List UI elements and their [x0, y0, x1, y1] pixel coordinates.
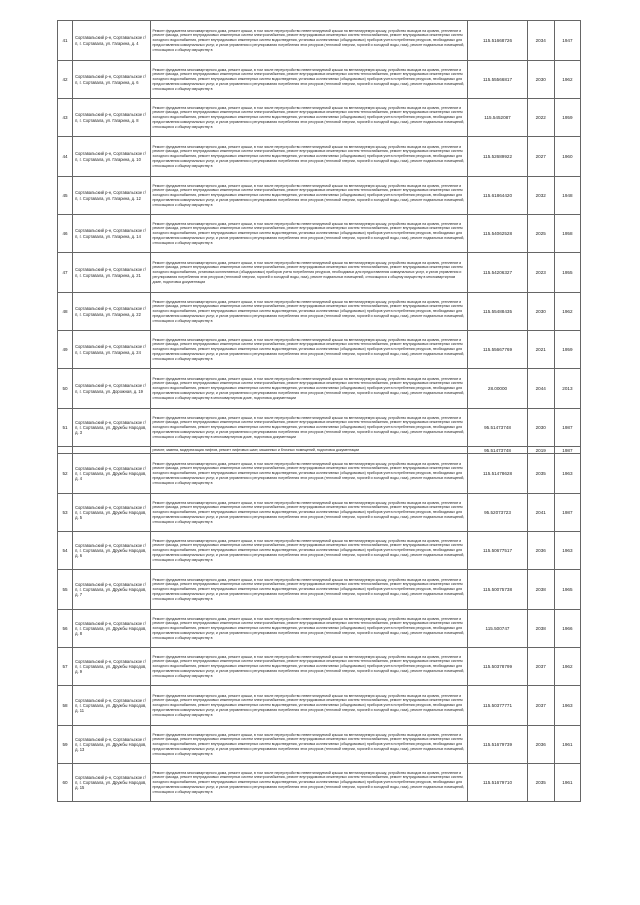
address-cell: Сортавальский р-н, Сортавальское г/п, г. Сортавала, ул. Дружбы Народов, д. 4: [73, 454, 150, 494]
cost-cell: 115.54062528: [468, 215, 527, 253]
build-year-cell: 1958: [554, 215, 580, 253]
table-row: [58, 369, 581, 409]
table-row: [58, 409, 581, 447]
build-year-cell: 1987: [554, 494, 580, 532]
planned-year-cell: 2021: [527, 331, 554, 369]
table-row: [58, 494, 581, 532]
address-cell: [73, 447, 150, 454]
address-cell: Сортавальский р-н, Сортавальское г/п, г. Сортавала, ул. Дружбы Народов, д. 9: [73, 648, 150, 686]
build-year-cell: 1962: [554, 293, 580, 331]
planned-year-cell: 2036: [527, 532, 554, 570]
address-cell: Сортавальский р-н, Сортавальское г/п, г. Сортавала, ул. Гагарина, д. 21: [73, 253, 150, 293]
row-number: 52: [58, 454, 73, 494]
row-number: 60: [58, 764, 73, 802]
planned-year-cell: 2038: [527, 610, 554, 648]
table-row: [58, 570, 581, 610]
build-year-cell: 1959: [554, 99, 580, 137]
row-number: 55: [58, 570, 73, 610]
table-row: [58, 177, 581, 215]
planned-year-cell: 2036: [527, 726, 554, 764]
row-number: [58, 447, 73, 454]
cost-cell: 115.51679710: [468, 764, 527, 802]
cost-cell: 115.500747: [468, 610, 527, 648]
build-year-cell: 1963: [554, 454, 580, 494]
work-description-cell: Ремонт фундамента многоквартирного дома, ремонт крыши, в том числе переустройство невентилируемой крыши на вентилируемую крышу, устройство выходов на кровлю, утепление и ремонт фасада, ремонт внутридомовых инженерных систем электроснабжения, ремонт внутридомовых инженерных систем теплоснабжения, ремонт внутридомовых инженерных систем холодного водоснабжения, ремонт внутридомовых инженерных систем водоотведения, установка коллективных (общедомовых) приборов учета потребления ресурсов, необходимых для предоставления коммунальных услуг, и узлов управления и регулирования потребления этих ресурсов (тепловой энергии, горячей и холодной воды, газа), ремонт подвальных помещений, относящихся к общему имуществу в: [150, 570, 468, 610]
cost-cell: 28.00000: [468, 369, 527, 409]
row-number: 50: [58, 369, 73, 409]
row-number: 59: [58, 726, 73, 764]
work-description-cell: Ремонт фундамента многоквартирного дома, ремонт крыши, в том числе переустройство невентилируемой крыши на вентилируемую крышу, устройство выходов на кровлю, утепление и ремонт фасада, ремонт внутридомовых инженерных систем электроснабжения, ремонт внутридомовых инженерных систем теплоснабжения, ремонт внутридомовых инженерных систем холодного водоснабжения, ремонт внутридомовых инженерных систем водоотведения, установка коллективных (общедомовых) приборов учета потребления ресурсов, необходимых для предоставления коммунальных услуг, и узлов управления и регулирования потребления этих ресурсов (тепловой энергии, горячей и холодной воды, газа), ремонт подвальных помещений, относящихся к общему имуществу в: [150, 293, 468, 331]
build-year-cell: 1962: [554, 61, 580, 99]
table-row: [58, 686, 581, 726]
work-description-cell: Ремонт фундамента многоквартирного дома, ремонт крыши, в том числе переустройство невентилируемой крыши на вентилируемую крышу, устройство выходов на кровлю, утепление и ремонт фасада, ремонт внутридомовых инженерных систем электроснабжения, ремонт внутридомовых инженерных систем теплоснабжения, ремонт внутридомовых инженерных систем холодного водоснабжения, ремонт внутридомовых инженерных систем водоотведения, установка коллективных (общедомовых) приборов учета потребления ресурсов, необходимых для предоставления коммунальных услуг, и узлов управления и регулирования потребления этих ресурсов (тепловой энергии, горячей и холодной воды, газа), ремонт подвальных помещений, относящихся к общему имуществу в: [150, 686, 468, 726]
table-body: [58, 21, 581, 802]
address-cell: Сортавальский р-н, Сортавальское г/п, г. Сортавала, ул. Гагарина, д. 6: [73, 61, 150, 99]
cost-cell: 115.50377771: [468, 686, 527, 726]
build-year-cell: 1961: [554, 726, 580, 764]
table-row: [58, 21, 581, 61]
document-page: [57, 20, 581, 802]
table-row: [58, 253, 581, 293]
table-row: [58, 610, 581, 648]
work-description-cell: Ремонт фундамента многоквартирного дома, ремонт крыши, в том числе переустройство невентилируемой крыши на вентилируемую крышу, устройство выходов на кровлю, утепление и ремонт фасада, ремонт внутридомовых инженерных систем электроснабжения, ремонт внутридомовых инженерных систем теплоснабжения, ремонт внутридомовых инженерных систем холодного водоснабжения, ремонт внутридомовых инженерных систем водоотведения, установка коллективных (общедомовых) приборов учета потребления ресурсов, необходимых для предоставления коммунальных услуг, и узлов управления и регулирования потребления этих ресурсов (тепловой энергии, горячей и холодной воды, газа), ремонт подвальных помещений, относящихся к общему имуществу в: [150, 177, 468, 215]
planned-year-cell: 2030: [527, 61, 554, 99]
row-number: 57: [58, 648, 73, 686]
build-year-cell: 1965: [554, 570, 580, 610]
cost-cell: 95.52073723: [468, 494, 527, 532]
cost-cell: 115.5452087: [468, 99, 527, 137]
row-number: 45: [58, 177, 73, 215]
planned-year-cell: 2025: [527, 215, 554, 253]
cost-cell: 115.54206327: [468, 253, 527, 293]
row-number: 53: [58, 494, 73, 532]
table-row: [58, 293, 581, 331]
cost-cell: 95.51473748: [468, 447, 527, 454]
address-cell: Сортавальский р-н, Сортавальское г/п, г. Сортавала, ул. Дружбы Народов, д. 11: [73, 686, 150, 726]
cost-cell: 115.50677517: [468, 532, 527, 570]
build-year-cell: 2013: [554, 369, 580, 409]
cost-cell: 115.50378799: [468, 648, 527, 686]
work-description-cell: Ремонт фундамента многоквартирного дома, ремонт крыши, в том числе переустройство невентилируемой крыши на вентилируемую крышу, устройство выходов на кровлю, утепление и ремонт фасада, ремонт внутридомовых инженерных систем электроснабжения, ремонт внутридомовых инженерных систем теплоснабжения, ремонт внутридомовых инженерных систем холодного водоснабжения, ремонт внутридомовых инженерных систем водоотведения, установка коллективных (общедомовых) приборов учета потребления ресурсов, необходимых для предоставления коммунальных услуг, и узлов управления и регулирования потребления этих ресурсов (тепловой энергии, горячей и холодной воды, газа), ремонт подвальных помещений, относящихся к общему имуществу в: [150, 331, 468, 369]
cost-cell: 115.51478628: [468, 454, 527, 494]
work-description-cell: ремонт, замена, модернизация лифтов, ремонт лифтовых шахт, машинных и блочных помещений, подготовка документации: [150, 447, 468, 454]
work-description-cell: Ремонт фундамента многоквартирного дома, ремонт крыши, в том числе переустройство невентилируемой крыши на вентилируемую крышу, устройство выходов на кровлю, утепление и ремонт фасада, ремонт внутридомовых инженерных систем электроснабжения, ремонт внутридомовых инженерных систем теплоснабжения, ремонт внутридомовых инженерных систем холодного водоснабжения, ремонт внутридомовых инженерных систем водоотведения, установка коллективных (общедомовых) приборов учета потребления ресурсов, необходимых для предоставления коммунальных услуг, и узлов управления и регулирования потребления этих ресурсов (тепловой энергии, горячей и холодной воды, газа), ремонт подвальных помещений, относящихся к общему имуществу в: [150, 494, 468, 532]
cost-cell: 115.50075738: [468, 570, 527, 610]
address-cell: Сортавальский р-н, Сортавальское г/п, г. Сортавала, ул. Дружбы Народов, д. 6: [73, 532, 150, 570]
planned-year-cell: 2037: [527, 648, 554, 686]
row-number: 47: [58, 253, 73, 293]
planned-year-cell: 2041: [527, 494, 554, 532]
build-year-cell: 1948: [554, 177, 580, 215]
address-cell: Сортавальский р-н, Сортавальское г/п, г. Сортавала, ул. Дружбы Народов, д. 13: [73, 726, 150, 764]
work-description-cell: Ремонт фундамента многоквартирного дома, ремонт крыши, в том числе переустройство невентилируемой крыши на вентилируемую крышу, устройство выходов на кровлю, утепление и ремонт фасада, ремонт внутридомовых инженерных систем электроснабжения, ремонт внутридомовых инженерных систем теплоснабжения, ремонт внутридомовых инженерных систем холодного водоснабжения, ремонт внутридомовых инженерных систем водоотведения, установка коллективных (общедомовых) приборов учета потребления ресурсов, необходимых для предоставления коммунальных услуг, и узлов управления и регулирования потребления этих ресурсов (тепловой энергии, горячей и холодной воды, газа), ремонт подвальных помещений, относящихся к общему имуществу в: [150, 99, 468, 137]
address-cell: Сортавальский р-н, Сортавальское г/п, г. Сортавала, ул. Дружбы Народов, д. 7: [73, 570, 150, 610]
build-year-cell: 1962: [554, 648, 580, 686]
build-year-cell: 1963: [554, 686, 580, 726]
address-cell: Сортавальский р-н, Сортавальское г/п, г. Сортавала, ул. Гагарина, д. 12: [73, 177, 150, 215]
work-description-cell: Ремонт фундамента многоквартирного дома, ремонт крыши, в том числе переустройство невентилируемой крыши на вентилируемую крышу, устройство выходов на кровлю, утепление и ремонт фасада, ремонт внутридомовых инженерных систем электроснабжения, ремонт внутридомовых инженерных систем теплоснабжения, ремонт внутридомовых инженерных систем холодного водоснабжения, ремонт внутридомовых инженерных систем водоотведения, установка коллективных (общедомовых) приборов учета потребления ресурсов, необходимых для предоставления коммунальных услуг, и узлов управления и регулирования потребления этих ресурсов (тепловой энергии, горячей и холодной воды, газа), ремонт подвальных помещений, относящихся к общему имуществу в: [150, 726, 468, 764]
row-number: 58: [58, 686, 73, 726]
row-number: 46: [58, 215, 73, 253]
cost-cell: 115.55488435: [468, 293, 527, 331]
work-description-cell: Ремонт фундамента многоквартирного дома, ремонт крыши, в том числе переустройство невентилируемой крыши на вентилируемую крышу, устройство выходов на кровлю, утепление и ремонт фасада, ремонт внутридомовых инженерных систем электроснабжения, ремонт внутридомовых инженерных систем теплоснабжения, ремонт внутридомовых инженерных систем холодного водоснабжения, ремонт внутридомовых инженерных систем водоотведения, установка коллективных (общедомовых) приборов учета потребления ресурсов, необходимых для предоставления коммунальных услуг, и узлов управления и регулирования потребления этих ресурсов (тепловой энергии, горячей и холодной воды, газа), ремонт подвальных помещений, относящихся к общему имуществу в: [150, 648, 468, 686]
work-description-cell: Ремонт фундамента многоквартирного дома, ремонт крыши, в том числе переустройство невентилируемой крыши на вентилируемую крышу, устройство выходов на кровлю, утепление и ремонт фасада, ремонт внутридомовых инженерных систем электроснабжения, ремонт внутридомовых инженерных систем теплоснабжения, ремонт внутридомовых инженерных систем холодного водоснабжения, ремонт внутридомовых инженерных систем водоотведения, установка коллективных (общедомовых) приборов учета потребления ресурсов, необходимых для предоставления коммунальных услуг, и узлов управления и регулирования потребления этих ресурсов (тепловой энергии, горячей и холодной воды, газа), ремонт подвальных помещений, относящихся к общему имуществу в: [150, 137, 468, 177]
row-number: 51: [58, 409, 73, 447]
address-cell: Сортавальский р-н, Сортавальское г/п, г. Сортавала, ул. Дорожная, д. 19: [73, 369, 150, 409]
table-row: [58, 447, 581, 454]
row-number: 44: [58, 137, 73, 177]
row-number: 42: [58, 61, 73, 99]
table-row: [58, 532, 581, 570]
row-number: 48: [58, 293, 73, 331]
work-description-cell: Ремонт фундамента многоквартирного дома, ремонт крыши, в том числе переустройство невентилируемой крыши на вентилируемую крышу, устройство выходов на кровлю, утепление и ремонт фасада, ремонт внутридомовых инженерных систем электроснабжения, ремонт внутридомовых инженерных систем теплоснабжения, ремонт внутридомовых инженерных систем холодного водоснабжения, ремонт внутридомовых инженерных систем водоотведения, установка коллективных (общедомовых) приборов учета потребления ресурсов, необходимых для предоставления коммунальных услуг, и узлов управления и регулирования потребления этих ресурсов (тепловой энергии, горячей и холодной воды, газа), ремонт подвальных помещений, относящихся к общему имуществу в: [150, 21, 468, 61]
planned-year-cell: 2037: [527, 686, 554, 726]
planned-year-cell: 2027: [527, 137, 554, 177]
planned-year-cell: 2023: [527, 253, 554, 293]
address-cell: Сортавальский р-н, Сортавальское г/п, г. Сортавала, ул. Дружбы Народов, д. 15: [73, 764, 150, 802]
table-row: [58, 61, 581, 99]
planned-year-cell: 2022: [527, 99, 554, 137]
address-cell: Сортавальский р-н, Сортавальское г/п, г. Сортавала, ул. Дружбы Народов, д. 3: [73, 409, 150, 447]
address-cell: Сортавальский р-н, Сортавальское г/п, г. Сортавала, ул. Гагарина, д. 10: [73, 137, 150, 177]
work-description-cell: Ремонт фундамента многоквартирного дома, ремонт крыши, в том числе переустройство невентилируемой крыши на вентилируемую крышу, устройство выходов на кровлю, утепление и ремонт фасада, ремонт внутридомовых инженерных систем электроснабжения, ремонт внутридомовых инженерных систем теплоснабжения, ремонт внутридомовых инженерных систем холодного водоснабжения, ремонт внутридомовых инженерных систем водоотведения, установка коллективных (общедомовых) приборов учета потребления ресурсов, необходимых для предоставления коммунальных услуг, и узлов управления и регулирования потребления этих ресурсов (тепловой энергии, горячей и холодной воды, газа), ремонт подвальных помещений, относящихся к общему имуществу в: [150, 532, 468, 570]
work-description-cell: Ремонт фундамента многоквартирного дома, ремонт крыши, в том числе переустройство невентилируемой крыши на вентилируемую крышу, устройство выходов на кровлю, утепление и ремонт фасада, ремонт внутридомовых инженерных систем электроснабжения, ремонт внутридомовых инженерных систем теплоснабжения, ремонт внутридомовых инженерных систем холодного водоснабжения, ремонт внутридомовых инженерных систем водоотведения, установка коллективных (общедомовых) приборов учета потребления ресурсов, необходимых для предоставления коммунальных услуг, и узлов управления и регулирования потребления этих ресурсов (тепловой энергии, горячей и холодной воды, газа), ремонт подвальных помещений, относящихся к общему имуществу в: [150, 764, 468, 802]
row-number: 41: [58, 21, 73, 61]
table-row: [58, 454, 581, 494]
build-year-cell: 1963: [554, 532, 580, 570]
planned-year-cell: 2035: [527, 764, 554, 802]
planned-year-cell: 2032: [527, 177, 554, 215]
cost-cell: 115.55566817: [468, 61, 527, 99]
address-cell: Сортавальский р-н, Сортавальское г/п, г. Сортавала, ул. Дружбы Народов, д. 5: [73, 494, 150, 532]
table-row: [58, 648, 581, 686]
planned-year-cell: 2019: [527, 447, 554, 454]
work-description-cell: Ремонт фундамента многоквартирного дома, ремонт крыши, в том числе переустройство невентилируемой крыши на вентилируемую крышу, устройство выходов на кровлю, утепление и ремонт фасада, ремонт внутридомовых инженерных систем электроснабжения, ремонт внутридомовых инженерных систем теплоснабжения, ремонт внутридомовых инженерных систем холодного водоснабжения, установка коллективных (общедомовых) приборов учета потребления ресурсов, необходимых для предоставления коммунальных услуг, и узлов управления и регулирования потребления этих ресурсов (тепловой энергии, горячей и холодной воды, газа), ремонт подвальных помещений, относящихся к общему имуществу в многоквартирном доме, подготовка документации: [150, 253, 468, 293]
build-year-cell: 1955: [554, 253, 580, 293]
table-row: [58, 99, 581, 137]
work-description-cell: Ремонт фундамента многоквартирного дома, ремонт крыши, в том числе переустройство невентилируемой крыши на вентилируемую крышу, устройство выходов на кровлю, утепление и ремонт фасада, ремонт внутридомовых инженерных систем электроснабжения, ремонт внутридомовых инженерных систем теплоснабжения, ремонт внутридомовых инженерных систем холодного водоснабжения, ремонт внутридомовых инженерных систем водоотведения, установка коллективных (общедомовых) приборов учета потребления ресурсов, необходимых для предоставления коммунальных услуг, и узлов управления и регулирования потребления этих ресурсов (тепловой энергии, горячей и холодной воды, газа), ремонт подвальных помещений, относящихся к общему имуществу в многоквартирном доме, подготовка документации: [150, 369, 468, 409]
work-description-cell: Ремонт фундамента многоквартирного дома, ремонт крыши, в том числе переустройство невентилируемой крыши на вентилируемую крышу, устройство выходов на кровлю, утепление и ремонт фасада, ремонт внутридомовых инженерных систем электроснабжения, ремонт внутридомовых инженерных систем теплоснабжения, ремонт внутридомовых инженерных систем холодного водоснабжения, ремонт внутридомовых инженерных систем водоотведения, установка коллективных (общедомовых) приборов учета потребления ресурсов, необходимых для предоставления коммунальных услуг, и узлов управления и регулирования потребления этих ресурсов (тепловой энергии, горячей и холодной воды, газа), ремонт подвальных помещений, относящихся к общему имуществу в многоквартирном доме, подготовка документации: [150, 409, 468, 447]
address-cell: Сортавальский р-н, Сортавальское г/п, г. Сортавала, ул. Гагарина, д. 4: [73, 21, 150, 61]
planned-year-cell: 2030: [527, 409, 554, 447]
work-description-cell: Ремонт фундамента многоквартирного дома, ремонт крыши, в том числе переустройство невентилируемой крыши на вентилируемую крышу, устройство выходов на кровлю, утепление и ремонт фасада, ремонт внутридомовых инженерных систем электроснабжения, ремонт внутридомовых инженерных систем теплоснабжения, ремонт внутридомовых инженерных систем холодного водоснабжения, ремонт внутридомовых инженерных систем водоотведения, установка коллективных (общедомовых) приборов учета потребления ресурсов, необходимых для предоставления коммунальных услуг, и узлов управления и регулирования потребления этих ресурсов (тепловой энергии, горячей и холодной воды, газа), ремонт подвальных помещений, относящихся к общему имуществу в: [150, 61, 468, 99]
row-number: 54: [58, 532, 73, 570]
address-cell: Сортавальский р-н, Сортавальское г/п, г. Сортавала, ул. Гагарина, д. 8: [73, 99, 150, 137]
row-number: 49: [58, 331, 73, 369]
cost-cell: 115.51679739: [468, 726, 527, 764]
address-cell: Сортавальский р-н, Сортавальское г/п, г. Сортавала, ул. Дружбы Народов, д. 8: [73, 610, 150, 648]
build-year-cell: 1987: [554, 447, 580, 454]
address-cell: Сортавальский р-н, Сортавальское г/п, г. Сортавала, ул. Гагарина, д. 22: [73, 293, 150, 331]
build-year-cell: 1959: [554, 331, 580, 369]
planned-year-cell: 2035: [527, 454, 554, 494]
work-description-cell: Ремонт фундамента многоквартирного дома, ремонт крыши, в том числе переустройство невентилируемой крыши на вентилируемую крышу, устройство выходов на кровлю, утепление и ремонт фасада, ремонт внутридомовых инженерных систем электроснабжения, ремонт внутридомовых инженерных систем теплоснабжения, ремонт внутридомовых инженерных систем холодного водоснабжения, ремонт внутридомовых инженерных систем водоотведения, установка коллективных (общедомовых) приборов учета потребления ресурсов, необходимых для предоставления коммунальных услуг, и узлов управления и регулирования потребления этих ресурсов (тепловой энергии, горячей и холодной воды, газа), ремонт подвальных помещений, относящихся к общему имуществу в: [150, 215, 468, 253]
cost-cell: 115.55667769: [468, 331, 527, 369]
row-number: 56: [58, 610, 73, 648]
planned-year-cell: 2034: [527, 21, 554, 61]
build-year-cell: 1960: [554, 137, 580, 177]
address-cell: Сортавальский р-н, Сортавальское г/п, г. Сортавала, ул. Гагарина, д. 24: [73, 331, 150, 369]
row-number: 43: [58, 99, 73, 137]
build-year-cell: 1987: [554, 409, 580, 447]
planned-year-cell: 2030: [527, 293, 554, 331]
repair-program-table: [57, 20, 581, 802]
table-row: [58, 215, 581, 253]
build-year-cell: 1961: [554, 764, 580, 802]
planned-year-cell: 2044: [527, 369, 554, 409]
table-row: [58, 137, 581, 177]
planned-year-cell: 2038: [527, 570, 554, 610]
cost-cell: 95.51473748: [468, 409, 527, 447]
cost-cell: 115.52689922: [468, 137, 527, 177]
cost-cell: 115.61864420: [468, 177, 527, 215]
address-cell: Сортавальский р-н, Сортавальское г/п, г. Сортавала, ул. Гагарина, д. 14: [73, 215, 150, 253]
build-year-cell: 1947: [554, 21, 580, 61]
table-row: [58, 764, 581, 802]
table-row: [58, 331, 581, 369]
table-row: [58, 726, 581, 764]
cost-cell: 115.51668726: [468, 21, 527, 61]
build-year-cell: 1966: [554, 610, 580, 648]
work-description-cell: Ремонт фундамента многоквартирного дома, ремонт крыши, в том числе переустройство невентилируемой крыши на вентилируемую крышу, устройство выходов на кровлю, утепление и ремонт фасада, ремонт внутридомовых инженерных систем электроснабжения, ремонт внутридомовых инженерных систем теплоснабжения, ремонт внутридомовых инженерных систем холодного водоснабжения, ремонт внутридомовых инженерных систем водоотведения, установка коллективных (общедомовых) приборов учета потребления ресурсов, необходимых для предоставления коммунальных услуг, и узлов управления и регулирования потребления этих ресурсов (тепловой энергии, горячей и холодной воды, газа), ремонт подвальных помещений, относящихся к общему имуществу в: [150, 454, 468, 494]
work-description-cell: Ремонт фундамента многоквартирного дома, ремонт крыши, в том числе переустройство невентилируемой крыши на вентилируемую крышу, устройство выходов на кровлю, утепление и ремонт фасада, ремонт внутридомовых инженерных систем электроснабжения, ремонт внутридомовых инженерных систем теплоснабжения, ремонт внутридомовых инженерных систем холодного водоснабжения, ремонт внутридомовых инженерных систем водоотведения, установка коллективных (общедомовых) приборов учета потребления ресурсов, необходимых для предоставления коммунальных услуг, и узлов управления и регулирования потребления этих ресурсов (тепловой энергии, горячей и холодной воды, газа), ремонт подвальных помещений, относящихся к общему имуществу в: [150, 610, 468, 648]
